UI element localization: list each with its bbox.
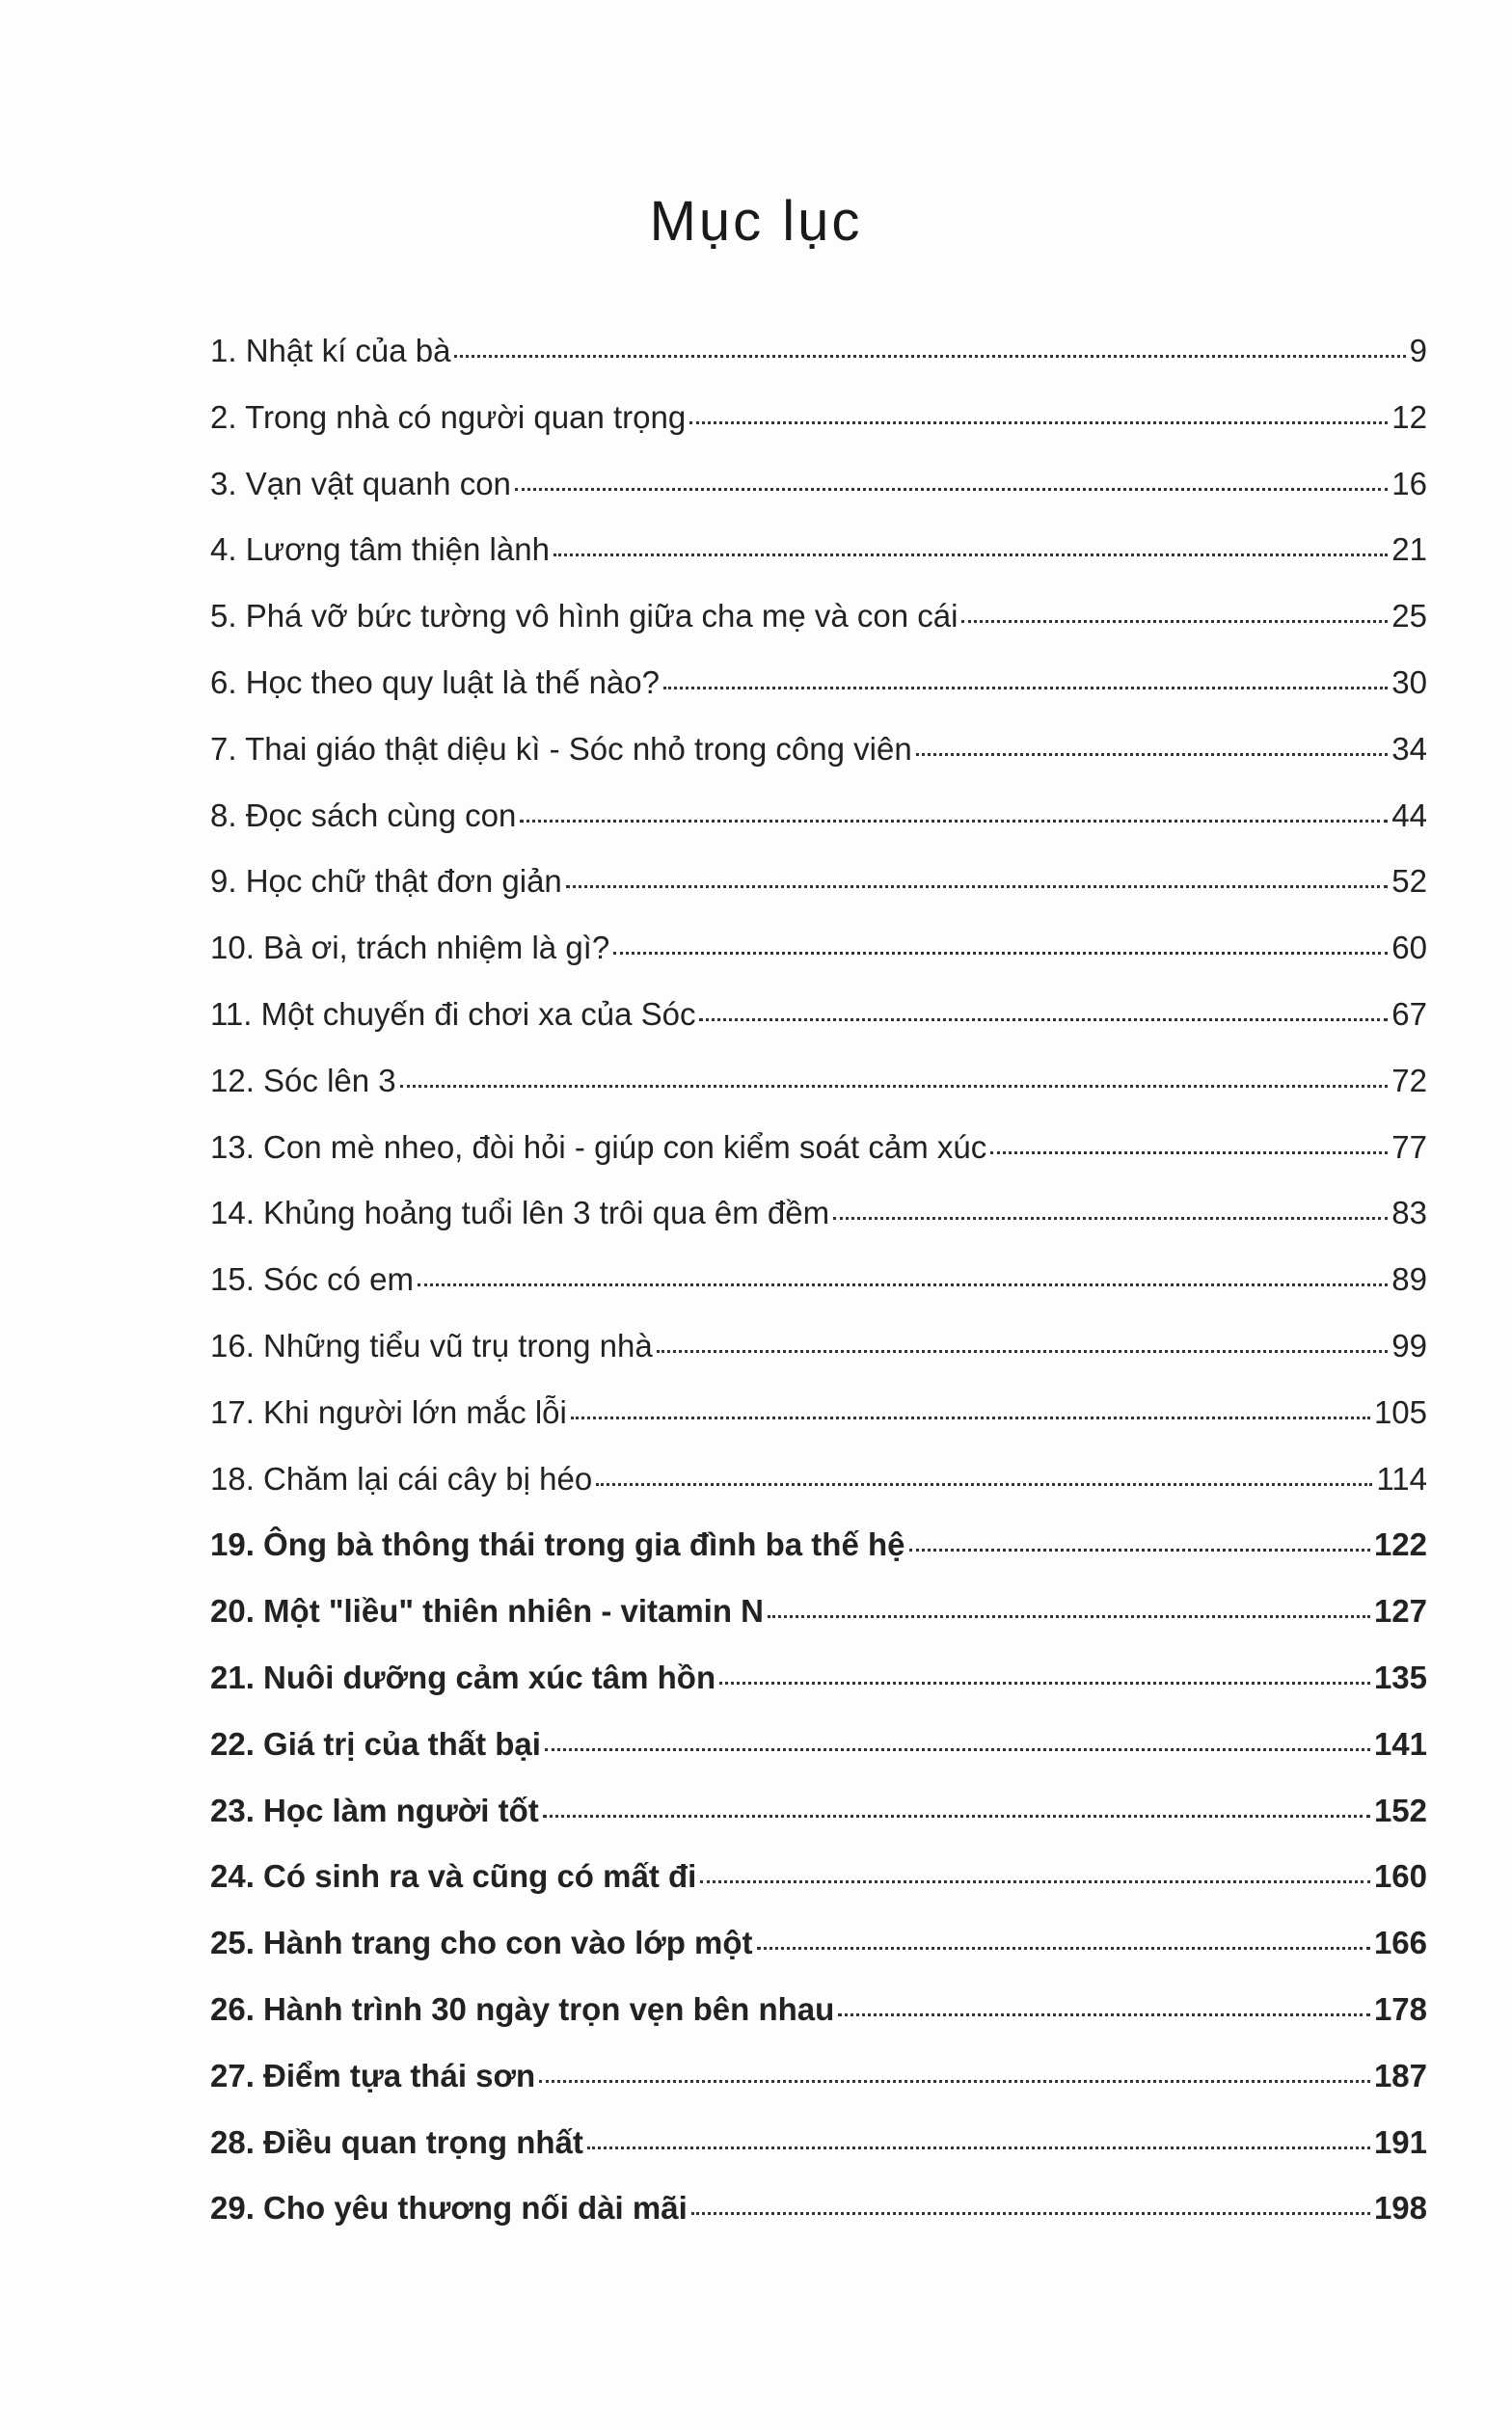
dot-leader bbox=[566, 885, 1389, 888]
dot-leader bbox=[515, 488, 1388, 491]
toc-entry-page-number: 52 bbox=[1391, 863, 1427, 900]
toc-entry bbox=[210, 1261, 1427, 1328]
toc-entry-page-number: 105 bbox=[1373, 1393, 1427, 1430]
dot-leader bbox=[691, 2212, 1370, 2215]
toc-entry bbox=[210, 1793, 1427, 1859]
dot-leader bbox=[699, 1018, 1388, 1021]
dot-leader bbox=[663, 687, 1388, 689]
toc-entry bbox=[210, 1925, 1427, 1991]
dot-leader bbox=[587, 2146, 1370, 2149]
dot-leader bbox=[545, 1748, 1370, 1751]
toc-entry bbox=[210, 1063, 1427, 1129]
toc-entry bbox=[210, 1593, 1427, 1660]
toc-entry-title: 26. Hành trình 30 ngày trọn vẹn bên nhau bbox=[210, 1990, 835, 2027]
toc-entry-title: 7. Thai giáo thật diệu kì - Sóc nhỏ trong công viên bbox=[210, 730, 912, 767]
toc-entry-title: 6. Học theo quy luật là thế nào? bbox=[210, 663, 660, 700]
dot-leader bbox=[700, 1880, 1370, 1883]
toc-entry bbox=[210, 1129, 1427, 1196]
toc-entry-title: 5. Phá vỡ bức tường vô hình giữa cha mẹ và con cái bbox=[210, 598, 958, 634]
toc-entry-page-number: 99 bbox=[1391, 1327, 1427, 1364]
toc-entry-page-number: 67 bbox=[1391, 995, 1427, 1032]
dot-leader bbox=[657, 1350, 1389, 1353]
toc-entry-page-number: 72 bbox=[1391, 1062, 1427, 1098]
toc-entry bbox=[210, 731, 1427, 797]
toc-entry bbox=[210, 1195, 1427, 1261]
toc-entry bbox=[210, 466, 1427, 532]
toc-entry-title: 15. Sóc có em bbox=[210, 1261, 414, 1298]
toc-entry bbox=[210, 531, 1427, 598]
toc-entry-page-number: 122 bbox=[1373, 1526, 1427, 1563]
toc-entry-page-number: 89 bbox=[1391, 1261, 1427, 1298]
toc-entry-page-number: 83 bbox=[1391, 1195, 1427, 1231]
toc-entry-page-number: 25 bbox=[1391, 598, 1427, 634]
toc-entry-title: 16. Những tiểu vũ trụ trong nhà bbox=[210, 1327, 653, 1364]
toc-entry bbox=[210, 1526, 1427, 1593]
toc-entry bbox=[210, 664, 1427, 731]
toc-entry bbox=[210, 399, 1427, 466]
toc-entry bbox=[210, 1726, 1427, 1793]
toc-entry-title: 9. Học chữ thật đơn giản bbox=[210, 863, 562, 900]
page-title: Mục lục bbox=[649, 190, 863, 253]
toc-entry-title: 3. Vạn vật quanh con bbox=[210, 465, 511, 501]
toc-entry-title: 25. Hành trang cho con vào lớp một bbox=[210, 1925, 753, 1961]
toc-entry bbox=[210, 1858, 1427, 1925]
toc-entry-title: 12. Sóc lên 3 bbox=[210, 1062, 396, 1098]
dot-leader bbox=[613, 952, 1388, 955]
toc-entry bbox=[210, 797, 1427, 864]
toc-entry-title: 18. Chăm lại cái cây bị héo bbox=[210, 1460, 593, 1497]
toc-entry bbox=[210, 1991, 1427, 2058]
toc-entry-title: 21. Nuôi dưỡng cảm xúc tâm hồn bbox=[210, 1659, 716, 1695]
toc-entry bbox=[210, 1461, 1427, 1527]
toc-entry-title: 10. Bà ơi, trách nhiệm là gì? bbox=[210, 930, 610, 966]
dot-leader bbox=[689, 421, 1388, 424]
toc-entry bbox=[210, 1328, 1427, 1394]
dot-leader bbox=[990, 1151, 1388, 1154]
dot-leader bbox=[768, 1615, 1370, 1618]
toc-entry-page-number: 127 bbox=[1373, 1593, 1427, 1630]
dot-leader bbox=[539, 2080, 1370, 2083]
dot-leader bbox=[838, 2013, 1370, 2016]
dot-leader bbox=[454, 355, 1405, 358]
toc-entry-page-number: 9 bbox=[1409, 333, 1427, 368]
toc-entry-page-number: 187 bbox=[1373, 2057, 1427, 2093]
dot-leader bbox=[719, 1682, 1370, 1685]
toc-entry-page-number: 141 bbox=[1373, 1725, 1427, 1762]
toc-entry-title: 4. Lương tâm thiện lành bbox=[210, 531, 550, 568]
toc-entry-page-number: 198 bbox=[1373, 2190, 1427, 2227]
toc-entry-page-number: 16 bbox=[1391, 465, 1427, 501]
toc-entry-page-number: 114 bbox=[1376, 1460, 1427, 1497]
dot-leader bbox=[554, 554, 1388, 556]
toc-entry-title: 13. Con mè nheo, đòi hỏi - giúp con kiểm soát cảm xúc bbox=[210, 1128, 987, 1165]
dot-leader bbox=[916, 753, 1389, 756]
toc-entry-page-number: 30 bbox=[1391, 663, 1427, 700]
toc-entry-page-number: 160 bbox=[1373, 1858, 1427, 1895]
toc-entry bbox=[210, 2058, 1427, 2124]
toc-entry-page-number: 44 bbox=[1391, 796, 1427, 833]
toc-entry bbox=[210, 1660, 1427, 1726]
table-of-contents bbox=[210, 333, 1427, 2256]
dot-leader bbox=[571, 1417, 1370, 1419]
toc-entry-title: 2. Trong nhà có người quan trọng bbox=[210, 398, 687, 435]
toc-entry-title: 11. Một chuyến đi chơi xa của Sóc bbox=[210, 995, 696, 1032]
dot-leader bbox=[961, 620, 1388, 623]
dot-leader bbox=[400, 1085, 1389, 1088]
toc-entry-title: 24. Có sinh ra và cũng có mất đi bbox=[210, 1858, 697, 1895]
toc-entry-title: 29. Cho yêu thương nối dài mãi bbox=[210, 2190, 688, 2227]
toc-entry bbox=[210, 2190, 1427, 2256]
toc-entry-title: 8. Đọc sách cùng con bbox=[210, 796, 517, 833]
toc-entry-title: 20. Một "liều" thiên nhiên - vitamin N bbox=[210, 1593, 765, 1630]
toc-entry-title: 14. Khủng hoảng tuổi lên 3 trôi qua êm đềm bbox=[210, 1195, 830, 1231]
dot-leader bbox=[543, 1815, 1370, 1818]
toc-entry bbox=[210, 2124, 1427, 2191]
toc-entry-page-number: 21 bbox=[1391, 531, 1427, 568]
toc-entry-title: 17. Khi người lớn mắc lỗi bbox=[210, 1393, 567, 1430]
toc-entry-title: 22. Giá trị của thất bại bbox=[210, 1725, 541, 1762]
toc-entry-page-number: 12 bbox=[1391, 398, 1427, 435]
toc-entry-page-number: 34 bbox=[1391, 730, 1427, 767]
dot-leader bbox=[757, 1947, 1370, 1950]
dot-leader bbox=[596, 1483, 1372, 1486]
dot-leader bbox=[909, 1549, 1370, 1552]
toc-entry-page-number: 191 bbox=[1373, 2123, 1427, 2160]
dot-leader bbox=[520, 820, 1388, 823]
toc-entry-page-number: 152 bbox=[1373, 1792, 1427, 1828]
toc-entry bbox=[210, 996, 1427, 1063]
toc-entry-page-number: 77 bbox=[1391, 1128, 1427, 1165]
toc-entry bbox=[210, 598, 1427, 664]
toc-entry-title: 1. Nhật kí của bà bbox=[210, 333, 451, 368]
toc-entry-page-number: 178 bbox=[1373, 1990, 1427, 2027]
toc-entry bbox=[210, 930, 1427, 996]
toc-entry-title: 19. Ông bà thông thái trong gia đình ba thế hệ bbox=[210, 1526, 905, 1563]
toc-entry-page-number: 60 bbox=[1391, 930, 1427, 966]
toc-entry-title: 27. Điểm tựa thái sơn bbox=[210, 2057, 536, 2093]
dot-leader bbox=[833, 1217, 1388, 1220]
toc-entry bbox=[210, 863, 1427, 930]
dot-leader bbox=[418, 1283, 1388, 1286]
toc-entry-page-number: 166 bbox=[1373, 1925, 1427, 1961]
toc-entry-page-number: 135 bbox=[1373, 1659, 1427, 1695]
toc-entry bbox=[210, 333, 1427, 399]
toc-entry-title: 28. Điều quan trọng nhất bbox=[210, 2123, 583, 2160]
toc-entry-title: 23. Học làm người tốt bbox=[210, 1792, 539, 1828]
toc-entry bbox=[210, 1394, 1427, 1461]
